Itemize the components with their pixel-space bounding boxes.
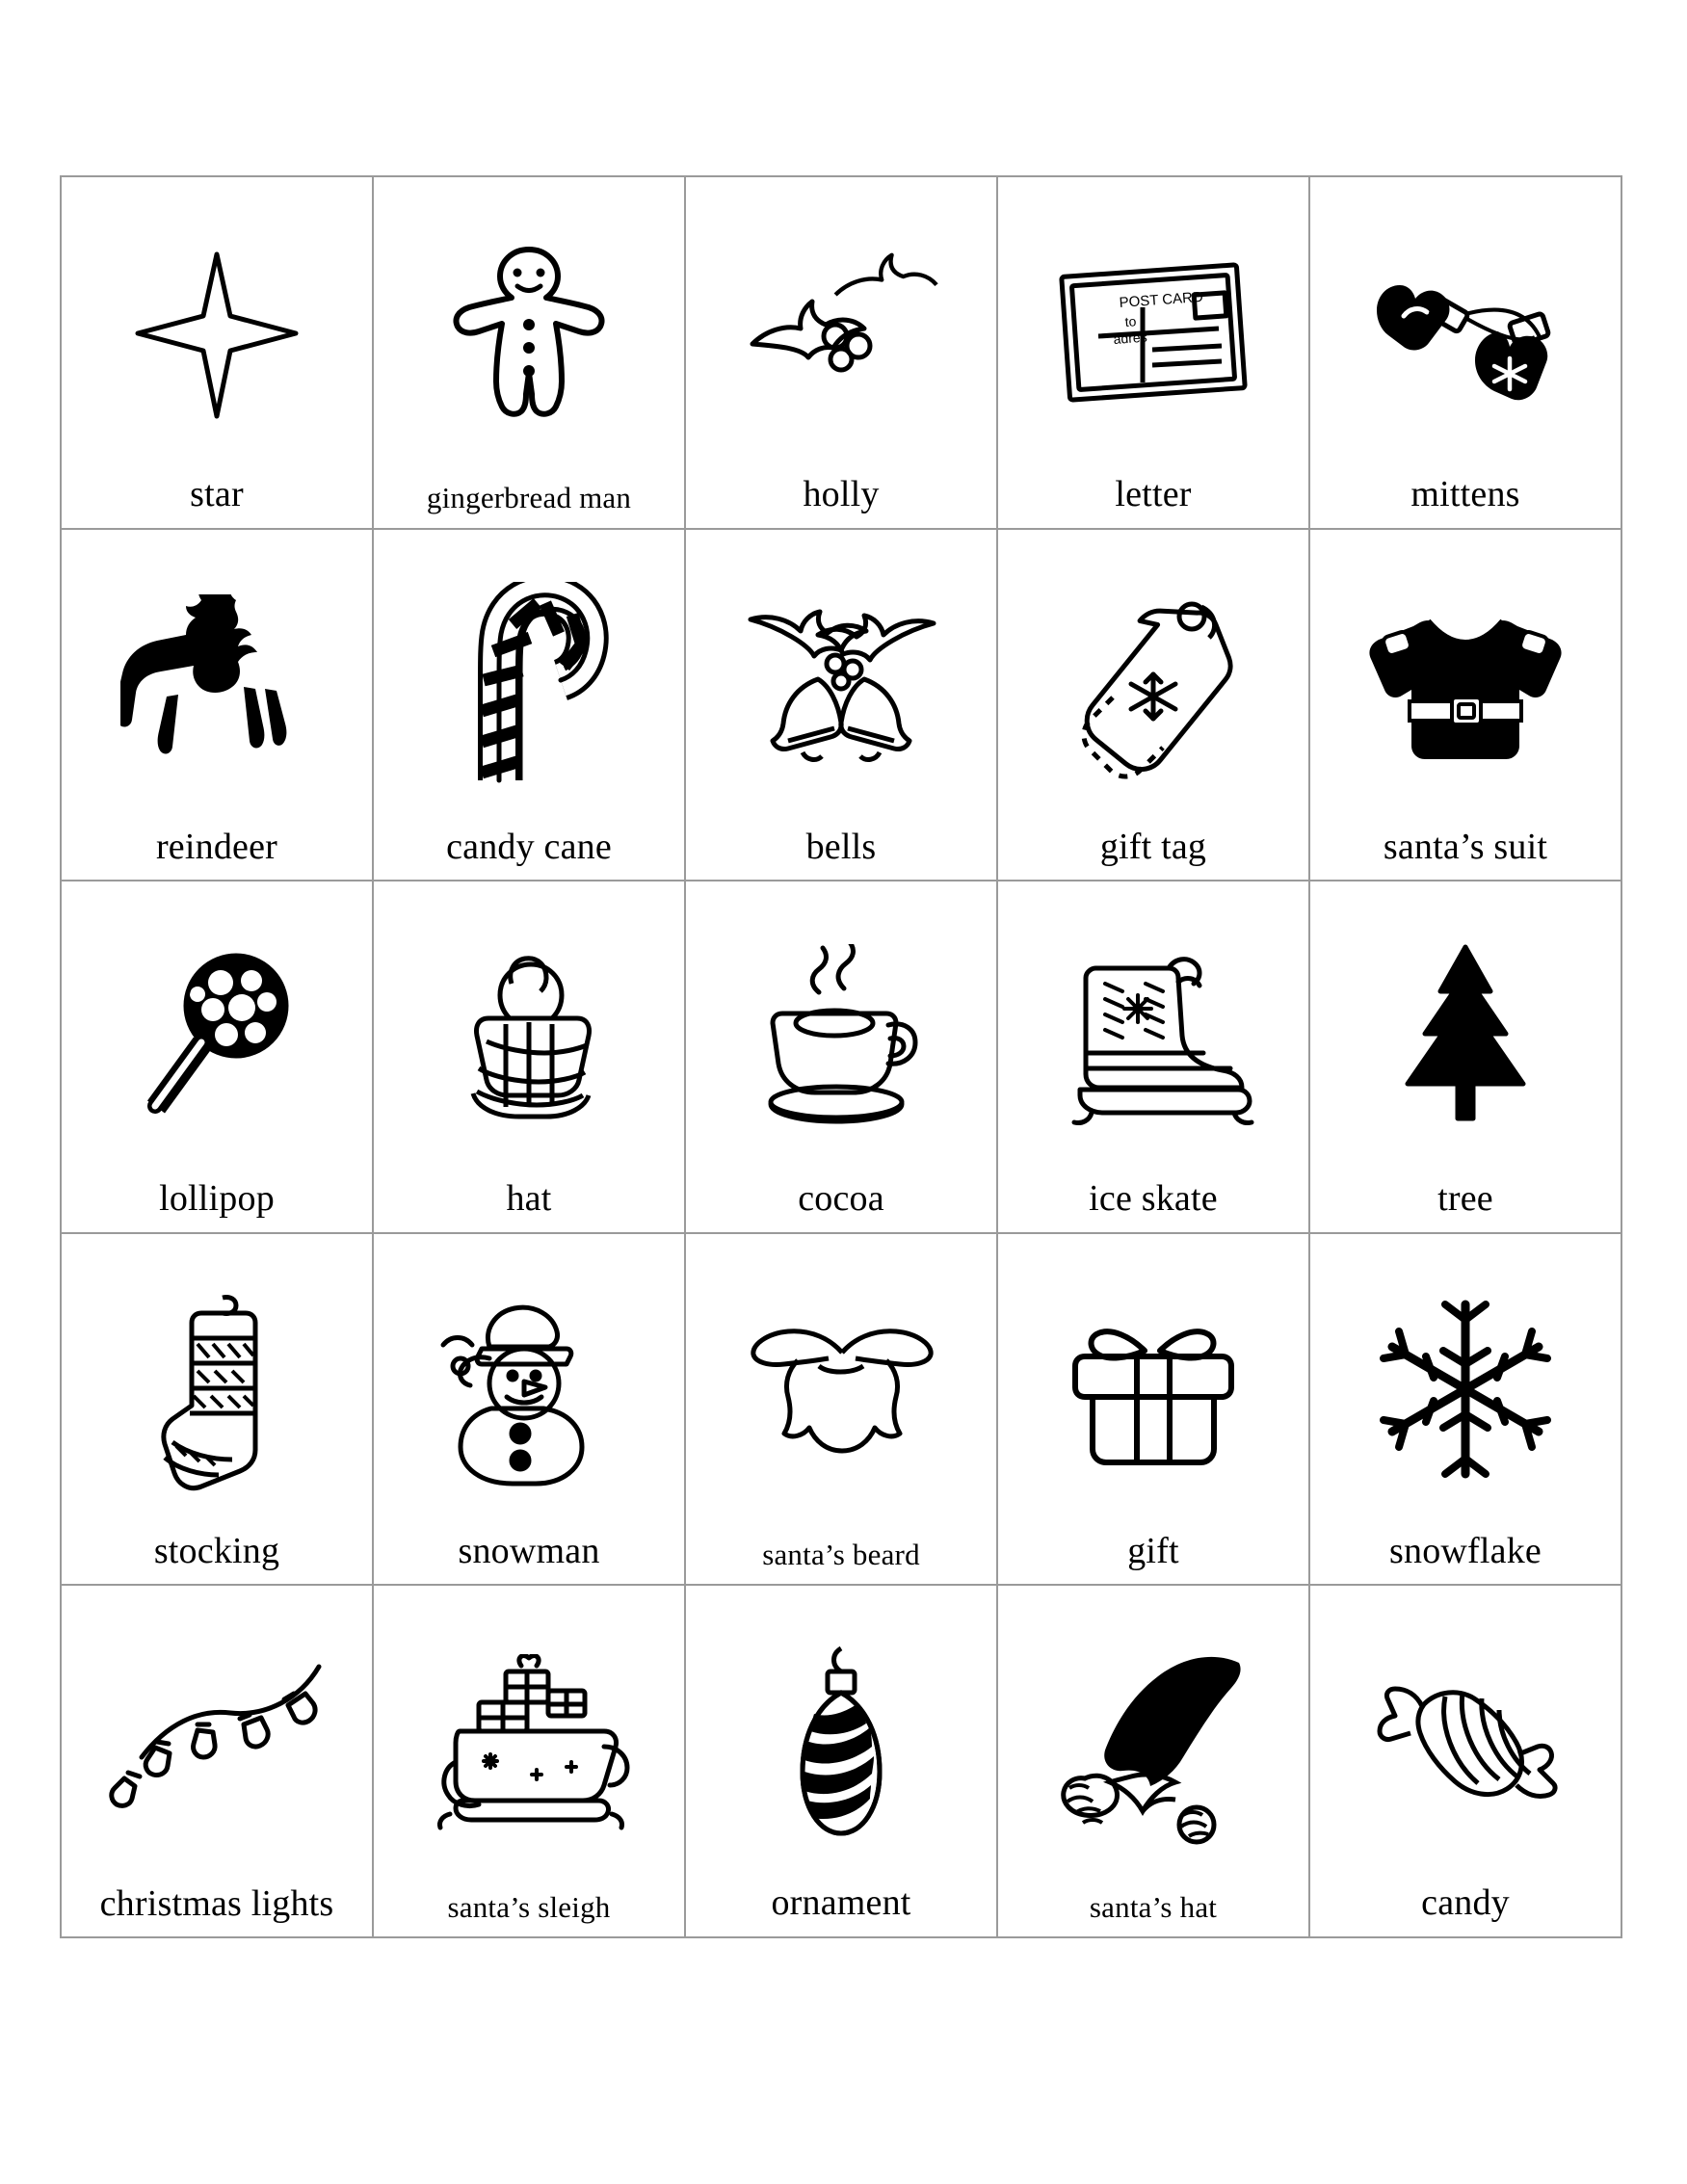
svg-text:adres: adres [1112, 329, 1147, 347]
santas-suit-icon [1316, 543, 1615, 829]
card-star[interactable] [62, 177, 374, 530]
card-label: lollipop [159, 1178, 275, 1220]
card-label: santa’s sleigh [447, 1889, 611, 1924]
card-grid [60, 175, 1622, 1938]
winter-hat-icon [380, 895, 678, 1180]
santas-sleigh-icon [380, 1599, 678, 1891]
card-label: santa’s beard [762, 1538, 920, 1572]
card-holly[interactable] [686, 177, 998, 530]
card-tree[interactable] [1310, 881, 1622, 1234]
holly-icon [692, 191, 990, 476]
cocoa-cup-icon [692, 895, 990, 1180]
card-hat[interactable] [374, 881, 686, 1234]
letter-postcard-icon [1004, 191, 1303, 476]
card-label: christmas lights [99, 1882, 334, 1924]
card-candy[interactable] [1310, 1586, 1622, 1938]
card-label: hat [506, 1178, 552, 1220]
card-label: santa’s suit [1383, 826, 1548, 867]
svg-text:to: to [1123, 312, 1137, 329]
card-label: gift tag [1099, 826, 1207, 867]
ice-skate-icon [1004, 895, 1303, 1180]
card-gingerbread-man[interactable] [374, 177, 686, 530]
candy-cane-icon [380, 543, 678, 829]
picture-card-sheet [60, 175, 1622, 1938]
card-reindeer[interactable] [62, 530, 374, 882]
card-label: bells [805, 826, 877, 867]
card-ice-skate[interactable] [998, 881, 1310, 1234]
card-label: gift [1127, 1530, 1179, 1571]
santas-beard-icon [692, 1248, 990, 1539]
christmas-tree-icon [1316, 895, 1615, 1180]
card-letter[interactable] [998, 177, 1310, 530]
card-label: mittens [1410, 474, 1520, 515]
card-stocking[interactable] [62, 1234, 374, 1587]
card-label: snowflake [1389, 1530, 1542, 1571]
card-cocoa[interactable] [686, 881, 998, 1234]
reindeer-icon [67, 543, 366, 829]
santas-hat-icon [1004, 1599, 1303, 1891]
card-santas-beard[interactable] [686, 1234, 998, 1587]
card-label: santa’s hat [1089, 1889, 1218, 1924]
christmas-lights-icon [67, 1599, 366, 1883]
card-label: ice skate [1089, 1178, 1218, 1220]
card-snowflake[interactable] [1310, 1234, 1622, 1587]
card-gift-tag[interactable] [998, 530, 1310, 882]
stocking-icon [67, 1248, 366, 1533]
card-lollipop[interactable] [62, 881, 374, 1234]
card-gift[interactable] [998, 1234, 1310, 1587]
card-santas-sleigh[interactable] [374, 1586, 686, 1938]
card-label: cocoa [798, 1178, 884, 1220]
card-santas-suit[interactable] [1310, 530, 1622, 882]
card-candy-cane[interactable] [374, 530, 686, 882]
card-label: ornament [771, 1882, 911, 1924]
card-label: holly [803, 474, 880, 515]
snowflake-icon [1316, 1248, 1615, 1533]
ornament-icon [692, 1599, 990, 1884]
snowman-icon [380, 1248, 678, 1533]
bells-icon [692, 543, 990, 829]
star-icon [67, 191, 366, 476]
card-santas-hat[interactable] [998, 1586, 1310, 1938]
card-ornament[interactable] [686, 1586, 998, 1938]
card-label: star [190, 474, 244, 515]
card-mittens[interactable] [1310, 177, 1622, 530]
gingerbread-man-icon [380, 191, 678, 483]
card-label: letter [1115, 474, 1192, 515]
svg-text:POST CARD: POST CARD [1118, 288, 1203, 311]
card-label: candy cane [446, 826, 612, 867]
mittens-icon [1316, 191, 1615, 476]
lollipop-icon [67, 895, 366, 1180]
card-christmas-lights[interactable] [62, 1586, 374, 1938]
card-label: reindeer [155, 826, 278, 867]
gift-box-icon [1004, 1248, 1303, 1533]
gift-tag-icon [1004, 543, 1303, 829]
card-label: candy [1421, 1882, 1510, 1924]
card-label: stocking [153, 1530, 280, 1571]
card-bells[interactable] [686, 530, 998, 882]
card-label: gingerbread man [426, 481, 632, 515]
card-label: tree [1437, 1178, 1493, 1220]
card-snowman[interactable] [374, 1234, 686, 1587]
card-label: snowman [458, 1530, 600, 1571]
wrapped-candy-icon [1316, 1599, 1615, 1884]
